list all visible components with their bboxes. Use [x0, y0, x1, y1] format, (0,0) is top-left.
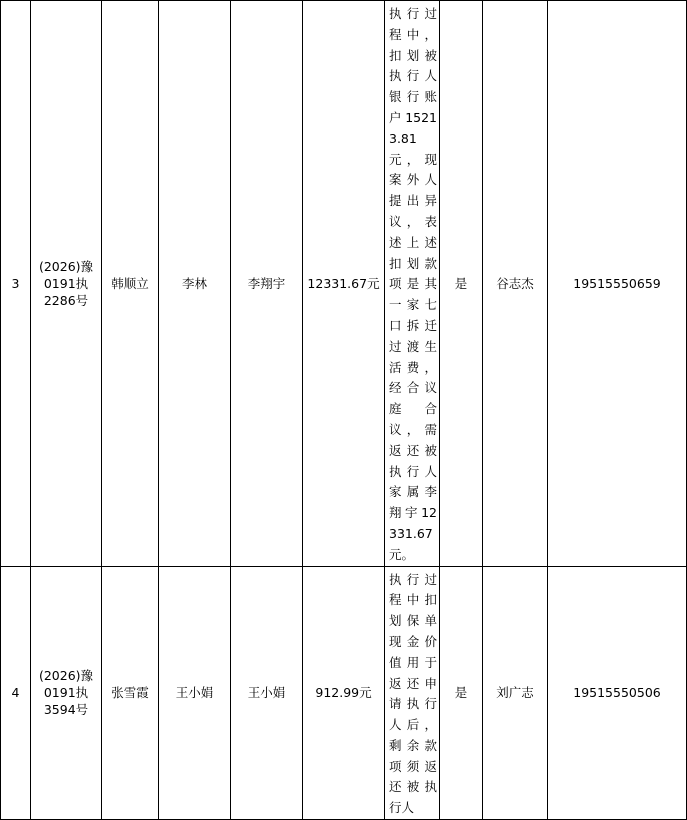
refund-reason	[385, 566, 440, 820]
refund-reason	[385, 1, 440, 567]
applicant-name: 韩顺立	[102, 1, 159, 567]
case-number: (2026)豫0191执3594号	[31, 566, 102, 820]
judge-name: 刘广志	[483, 566, 548, 820]
contact-phone: 19515550506	[548, 566, 687, 820]
status-flag: 是	[440, 566, 483, 820]
refund-amount: 12331.67元	[303, 1, 385, 567]
refund-reason-text: 执行过程中扣划保单现金价值用于返还申请执行人后，剩余款项须返还被执行人	[389, 571, 437, 816]
refund-amount: 912.99元	[303, 566, 385, 820]
status-flag: 是	[440, 1, 483, 567]
case-number: (2026)豫0191执2286号	[31, 1, 102, 567]
respondent-name: 李林	[159, 1, 231, 567]
table-row	[1, 1, 687, 567]
table-row	[1, 566, 687, 820]
respondent-name: 王小娟	[159, 566, 231, 820]
payee-name: 王小娟	[231, 566, 303, 820]
judge-name: 谷志杰	[483, 1, 548, 567]
applicant-name: 张雪霞	[102, 566, 159, 820]
row-number: 3	[1, 1, 31, 567]
refund-reason-text: 执行过程中，扣划被执行人银行账户15213.81元，现案外人提出异议，表述上述扣划款项是其一家七口拆迁过渡生活费，经合议庭合议，需返还被执行人家属李翔宇12331.67元。	[389, 6, 437, 562]
payee-name: 李翔宇	[231, 1, 303, 567]
contact-phone: 19515550659	[548, 1, 687, 567]
row-number: 4	[1, 566, 31, 820]
